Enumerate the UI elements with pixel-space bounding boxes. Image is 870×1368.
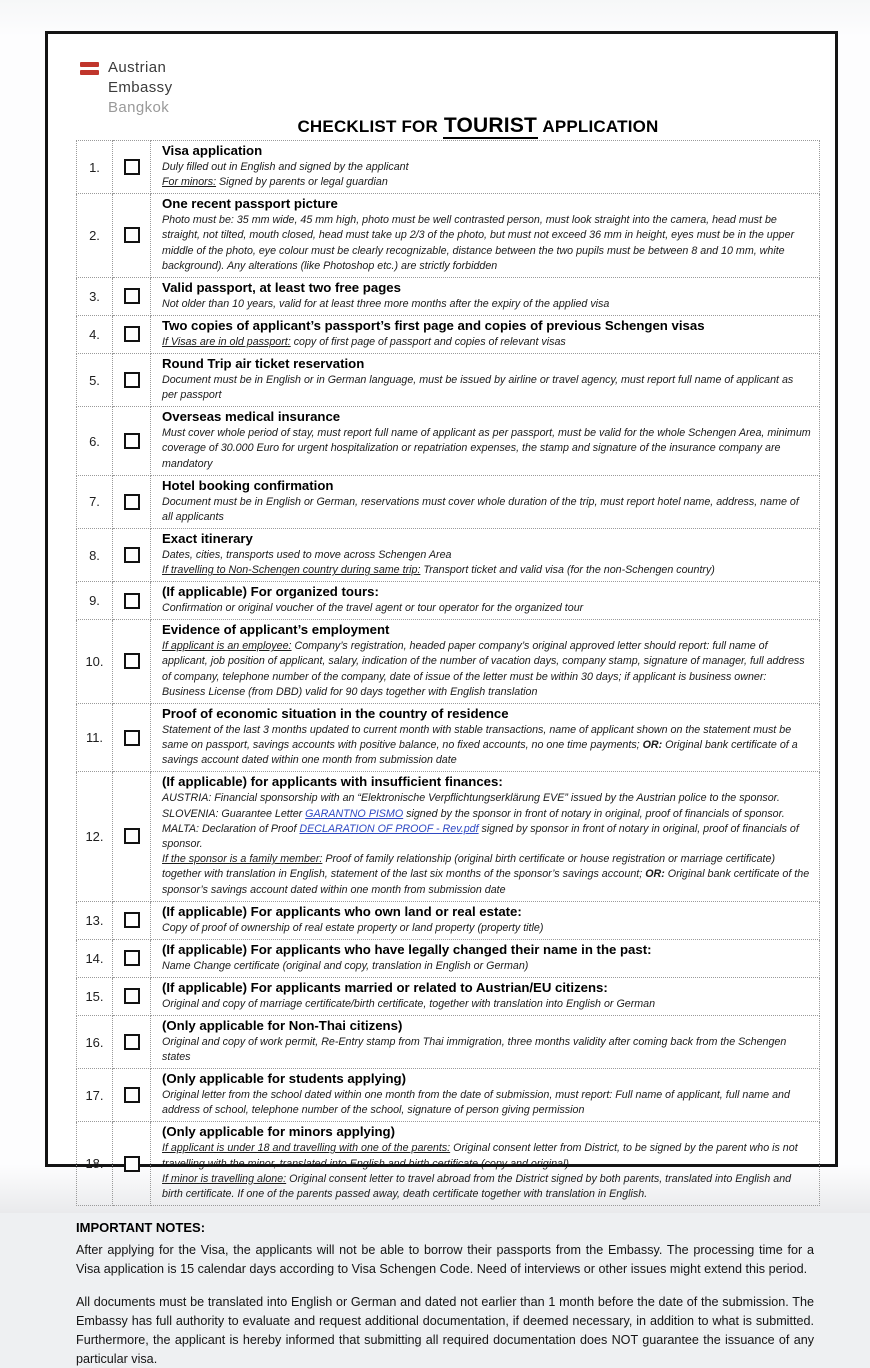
row-title: (Only applicable for students applying) <box>162 1071 406 1087</box>
description-text: Original and copy of marriage certificate/birth certificate, together with translation into English or German <box>162 997 656 1010</box>
table-row <box>77 704 820 772</box>
description-text: OR: <box>642 739 663 752</box>
row-title: (If applicable) for applicants with insufficient finances: <box>162 774 503 790</box>
description-text: signed by the sponsor in front of notary in original, proof of financials of sponsor. <box>403 807 785 820</box>
table-row <box>77 315 820 353</box>
checkbox[interactable] <box>124 1087 140 1103</box>
description-text: Copy of proof of ownership of real estate property or land property (property title) <box>162 921 544 934</box>
description-text: If travelling to Non-Schengen country during same trip: <box>162 564 421 577</box>
requirement-cell <box>151 354 820 407</box>
row-number: 13. <box>77 901 113 939</box>
row-description-line <box>162 639 811 700</box>
checkbox-cell <box>113 194 151 278</box>
description-text: Original consent letter from District, to be signed by the parent who is not travelling with the minor, translated into English and birth certificate (copy and original) <box>162 1142 798 1170</box>
checkbox-cell <box>113 704 151 772</box>
description-text: Dates, cities, transports used to move across Schengen Area <box>162 548 452 561</box>
row-description-line <box>162 373 811 403</box>
row-description-line <box>162 791 811 806</box>
requirement-cell <box>151 1015 820 1068</box>
requirement-cell <box>151 704 820 772</box>
checkbox-cell <box>113 529 151 582</box>
description-text: copy of first page of passport and copies of relevant visas <box>290 335 566 348</box>
checkbox[interactable] <box>124 1034 140 1050</box>
row-description-line <box>162 822 811 852</box>
requirement-cell <box>151 620 820 704</box>
description-text: Statement of the last 3 months updated to current month with stable transactions, name of applicant shown on the statement must be same on passport, savings accounts with positive balance, no fixed accounts, no one time payments; <box>162 723 792 752</box>
description-text: Company’s registration, headed paper company’s original approved letter should report: full name of applicant, job position of applicant, salary, indication of the number of vacation days, company stamp, signature of manager, full address of company, telephone number of the company, date of issue of the letter must be within 30 days; if applicant is business owner: Business License (from DBD) valid for 90 days together with English translation <box>162 640 805 698</box>
row-number: 12. <box>77 772 113 901</box>
hyperlink[interactable]: DECLARATION OF PROOF - Rev.pdf <box>299 822 479 835</box>
table-row <box>77 1069 820 1122</box>
checkbox[interactable] <box>124 326 140 342</box>
row-title: (If applicable) For applicants who have legally changed their name in the past: <box>162 941 652 957</box>
row-title: Proof of economic situation in the country of residence <box>162 706 509 722</box>
row-number: 18. <box>77 1122 113 1206</box>
important-notes-paragraphs <box>76 1241 814 1368</box>
description-text: Original and copy of work permit, Re-Entry stamp from Thai immigration, three months validity after coming back from the Schengen states <box>162 1035 787 1063</box>
checkbox[interactable] <box>124 828 140 844</box>
important-notes-paragraph: After applying for the Visa, the applicants will not be able to borrow their passports from the Embassy. The processing time for a Visa application is 15 calendar days according to Visa Schengen Code. Need of interviews or other issues might extend this period. <box>76 1243 814 1276</box>
requirement-cell <box>151 772 820 901</box>
important-notes-section <box>76 1220 820 1368</box>
row-title: Overseas medical insurance <box>162 409 341 425</box>
row-number: 11. <box>77 704 113 772</box>
row-title: Two copies of applicant’s passport’s first page and copies of previous Schengen visas <box>162 317 705 333</box>
table-row <box>77 475 820 528</box>
checkbox[interactable] <box>124 494 140 510</box>
row-description-line <box>162 335 811 350</box>
row-number: 5. <box>77 354 113 407</box>
description-text: If Visas are in old passport: <box>162 335 291 348</box>
row-description-line <box>162 213 811 274</box>
row-title: Exact itinerary <box>162 531 253 547</box>
checkbox-cell <box>113 977 151 1015</box>
logo-line-bangkok: Bangkok <box>108 98 170 116</box>
row-number: 1. <box>77 141 113 194</box>
page-title-prefix: CHECKLIST FOR <box>297 117 443 136</box>
checklist-table <box>76 140 820 1206</box>
table-row <box>77 1015 820 1068</box>
description-text: Name Change certificate (original and copy, translation in English or German) <box>162 959 529 972</box>
requirement-cell <box>151 582 820 620</box>
checkbox[interactable] <box>124 288 140 304</box>
description-text: Document must be in English or German, reservations must cover whole duration of the trip, must report hotel name, address, name of all applicants <box>162 495 799 523</box>
row-title: Round Trip air ticket reservation <box>162 356 365 372</box>
checkbox-cell <box>113 620 151 704</box>
checkbox-cell <box>113 939 151 977</box>
austrian-flag-icon <box>80 62 99 75</box>
description-text: Original consent letter to travel abroad from the District signed by both parents, translated into English and birth certificate. If one of the parents passed away, death certificate together with translation in English. <box>162 1172 792 1200</box>
description-text: Proof of family relationship (original birth certificate or house registration or marriage certificate) together with translation in English, statement of the last six months of the sponsor’s savings account; <box>162 853 776 881</box>
checkbox[interactable] <box>124 433 140 449</box>
row-title: (Only applicable for Non-Thai citizens) <box>162 1017 403 1033</box>
description-text: Confirmation or original voucher of the travel agent or tour operator for the organized tour <box>162 602 584 615</box>
row-number: 8. <box>77 529 113 582</box>
checkbox[interactable] <box>124 547 140 563</box>
row-title: (If applicable) For organized tours: <box>162 584 379 600</box>
description-text: If applicant is an employee: <box>162 640 292 653</box>
checkbox-cell <box>113 407 151 475</box>
table-row <box>77 194 820 278</box>
row-description-line <box>162 563 811 578</box>
row-description-line <box>162 852 811 898</box>
row-description-line <box>162 601 811 616</box>
row-title: (Only applicable for minors applying) <box>162 1124 396 1140</box>
checkbox-cell <box>113 772 151 901</box>
table-row <box>77 1122 820 1206</box>
row-description-line <box>162 997 811 1012</box>
table-row <box>77 354 820 407</box>
table-row <box>77 977 820 1015</box>
description-text: For minors: <box>162 176 217 189</box>
row-description-line <box>162 921 811 936</box>
description-text: If minor is travelling alone: <box>162 1172 287 1185</box>
row-number: 10. <box>77 620 113 704</box>
checkbox[interactable] <box>124 1156 140 1172</box>
description-text: SLOVENIA: Guarantee Letter <box>162 807 306 820</box>
embassy-logo-text <box>108 58 173 117</box>
row-number: 2. <box>77 194 113 278</box>
requirement-cell <box>151 901 820 939</box>
row-description-line <box>162 1088 811 1118</box>
description-text: OR: <box>645 868 665 881</box>
page-title <box>136 114 820 138</box>
requirement-cell <box>151 475 820 528</box>
row-title: Valid passport, at least two free pages <box>162 279 401 295</box>
row-number: 17. <box>77 1069 113 1122</box>
description-text: If the sponsor is a family member: <box>162 853 323 866</box>
requirement-cell <box>151 529 820 582</box>
requirement-cell <box>151 939 820 977</box>
row-title: (If applicable) For applicants who own land or real estate: <box>162 903 522 919</box>
row-number: 15. <box>77 977 113 1015</box>
checkbox-cell <box>113 1122 151 1206</box>
description-text: Not older than 10 years, valid for at least three more months after the expiry of the applied visa <box>162 297 610 310</box>
row-title: Hotel booking confirmation <box>162 477 334 493</box>
row-description-line <box>162 160 811 175</box>
table-row <box>77 772 820 901</box>
table-row <box>77 277 820 315</box>
description-text: Must cover whole period of stay, must report full name of applicant as per passport, must be valid for the whole Schengen Area, minimum coverage of 30.000 Euro for urgent hospitalization or repatriation expenses, the stamp and signature of the insurance company are mandatory <box>162 427 811 470</box>
row-number: 16. <box>77 1015 113 1068</box>
checklist-table-body <box>77 141 820 1206</box>
description-text: Duly filled out in English and signed by the applicant <box>162 160 409 173</box>
table-row <box>77 939 820 977</box>
row-description-line <box>162 175 811 190</box>
description-text: MALTA: Declaration of Proof <box>162 822 300 835</box>
important-notes-heading: IMPORTANT NOTES: <box>76 1220 206 1236</box>
row-description-line <box>162 807 811 822</box>
document-header <box>76 58 820 140</box>
checkbox-cell <box>113 354 151 407</box>
row-number: 6. <box>77 407 113 475</box>
checkbox[interactable] <box>124 372 140 388</box>
checkbox[interactable] <box>124 159 140 175</box>
requirement-cell <box>151 1122 820 1206</box>
checkbox-cell <box>113 1015 151 1068</box>
requirement-cell <box>151 194 820 278</box>
checkbox[interactable] <box>124 912 140 928</box>
checkbox[interactable] <box>124 227 140 243</box>
requirement-cell <box>151 141 820 194</box>
row-number: 9. <box>77 582 113 620</box>
requirement-cell <box>151 315 820 353</box>
table-row <box>77 901 820 939</box>
checkbox-cell <box>113 582 151 620</box>
row-title: One recent passport picture <box>162 196 338 212</box>
table-row <box>77 407 820 475</box>
row-description-line <box>162 1172 811 1202</box>
checkbox[interactable] <box>124 593 140 609</box>
row-title: Evidence of applicant’s employment <box>162 622 390 638</box>
row-description-line <box>162 959 811 974</box>
row-title: Visa application <box>162 143 263 158</box>
description-text: Signed by parents or legal guardian <box>216 176 388 189</box>
hyperlink[interactable]: GARANTNO PISMO <box>305 807 404 820</box>
logo-line-austrian: Austrian <box>108 59 167 76</box>
row-description-line <box>162 548 811 563</box>
row-number: 4. <box>77 315 113 353</box>
requirement-cell <box>151 977 820 1015</box>
description-text: Photo must be: 35 mm wide, 45 mm high, photo must be well contrasted person, must look straight into the camera, head must be straight, not tilted, mouth closed, head must take up 2/3 of the photo, but must not exceed 36 mm in height, eyes must be in the upper middle of the photo, eye colour must be clearly recognizable, distance between the two pupils must be between 8 and 10 mm, white background). Any alterations (like Photoshop etc.) are strictly forbidden <box>162 214 795 272</box>
description-text: Transport ticket and valid visa (for the non-Schengen country) <box>420 564 715 577</box>
checkbox[interactable] <box>124 988 140 1004</box>
row-description-line <box>162 723 811 769</box>
important-notes-paragraph: All documents must be translated into English or German and dated not earlier than 1 month before the date of the submission. The Embassy has full authority to evaluate and request additional documentation, if deemed necessary, in addition to what is submitted. Furthermore, the applicant is hereby informed that submitting all required documentation does NOT guarantee the issuance of any particular visa. <box>76 1294 814 1366</box>
page-title-suffix: APPLICATION <box>538 117 659 136</box>
description-text: Original bank certificate of the sponsor’s savings account dated within one month from submission date <box>162 868 810 896</box>
row-number: 14. <box>77 939 113 977</box>
checkbox[interactable] <box>124 730 140 746</box>
checkbox-cell <box>113 315 151 353</box>
row-description-line <box>162 495 811 525</box>
description-text: If applicant is under 18 and travelling with one of the parents: <box>162 1142 451 1155</box>
requirement-cell <box>151 277 820 315</box>
row-number: 3. <box>77 277 113 315</box>
checkbox[interactable] <box>124 653 140 669</box>
checkbox[interactable] <box>124 950 140 966</box>
row-number: 7. <box>77 475 113 528</box>
description-text: AUSTRIA: Financial sponsorship with an “Elektronische Verpflichtungserklärung EVE” issued by the Austrian police to the sponsor. <box>162 792 780 805</box>
table-row <box>77 582 820 620</box>
page-title-emphasis: TOURIST <box>443 114 538 137</box>
document-frame <box>45 31 838 1366</box>
checkbox-cell <box>113 141 151 194</box>
requirement-cell <box>151 407 820 475</box>
description-text: Document must be in English or in German language, must be issued by airline or travel agency, must report full name of applicant as per passport <box>162 373 794 402</box>
checkbox-cell <box>113 475 151 528</box>
description-text: signed by sponsor in front of notary in original, proof of financials of sponsor. <box>162 822 799 850</box>
row-description-line <box>162 426 811 472</box>
embassy-logo <box>80 58 173 117</box>
description-text: Original bank certificate of a savings account dated within one month from submission date <box>162 739 798 767</box>
row-title: (If applicable) For applicants married or related to Austrian/EU citizens: <box>162 979 608 995</box>
table-row <box>77 141 820 194</box>
description-text: Original letter from the school dated within one month from the date of submission, must report: Full name of applicant, full name and address of school, telephone number of the school, signature of person giving permission <box>162 1089 790 1117</box>
logo-line-embassy: Embassy <box>108 78 173 96</box>
row-description-line <box>162 1141 811 1171</box>
requirement-cell <box>151 1069 820 1122</box>
checkbox-cell <box>113 901 151 939</box>
checkbox-cell <box>113 277 151 315</box>
table-row <box>77 620 820 704</box>
row-description-line <box>162 1035 811 1065</box>
checkbox-cell <box>113 1069 151 1122</box>
row-description-line <box>162 297 811 312</box>
table-row <box>77 529 820 582</box>
